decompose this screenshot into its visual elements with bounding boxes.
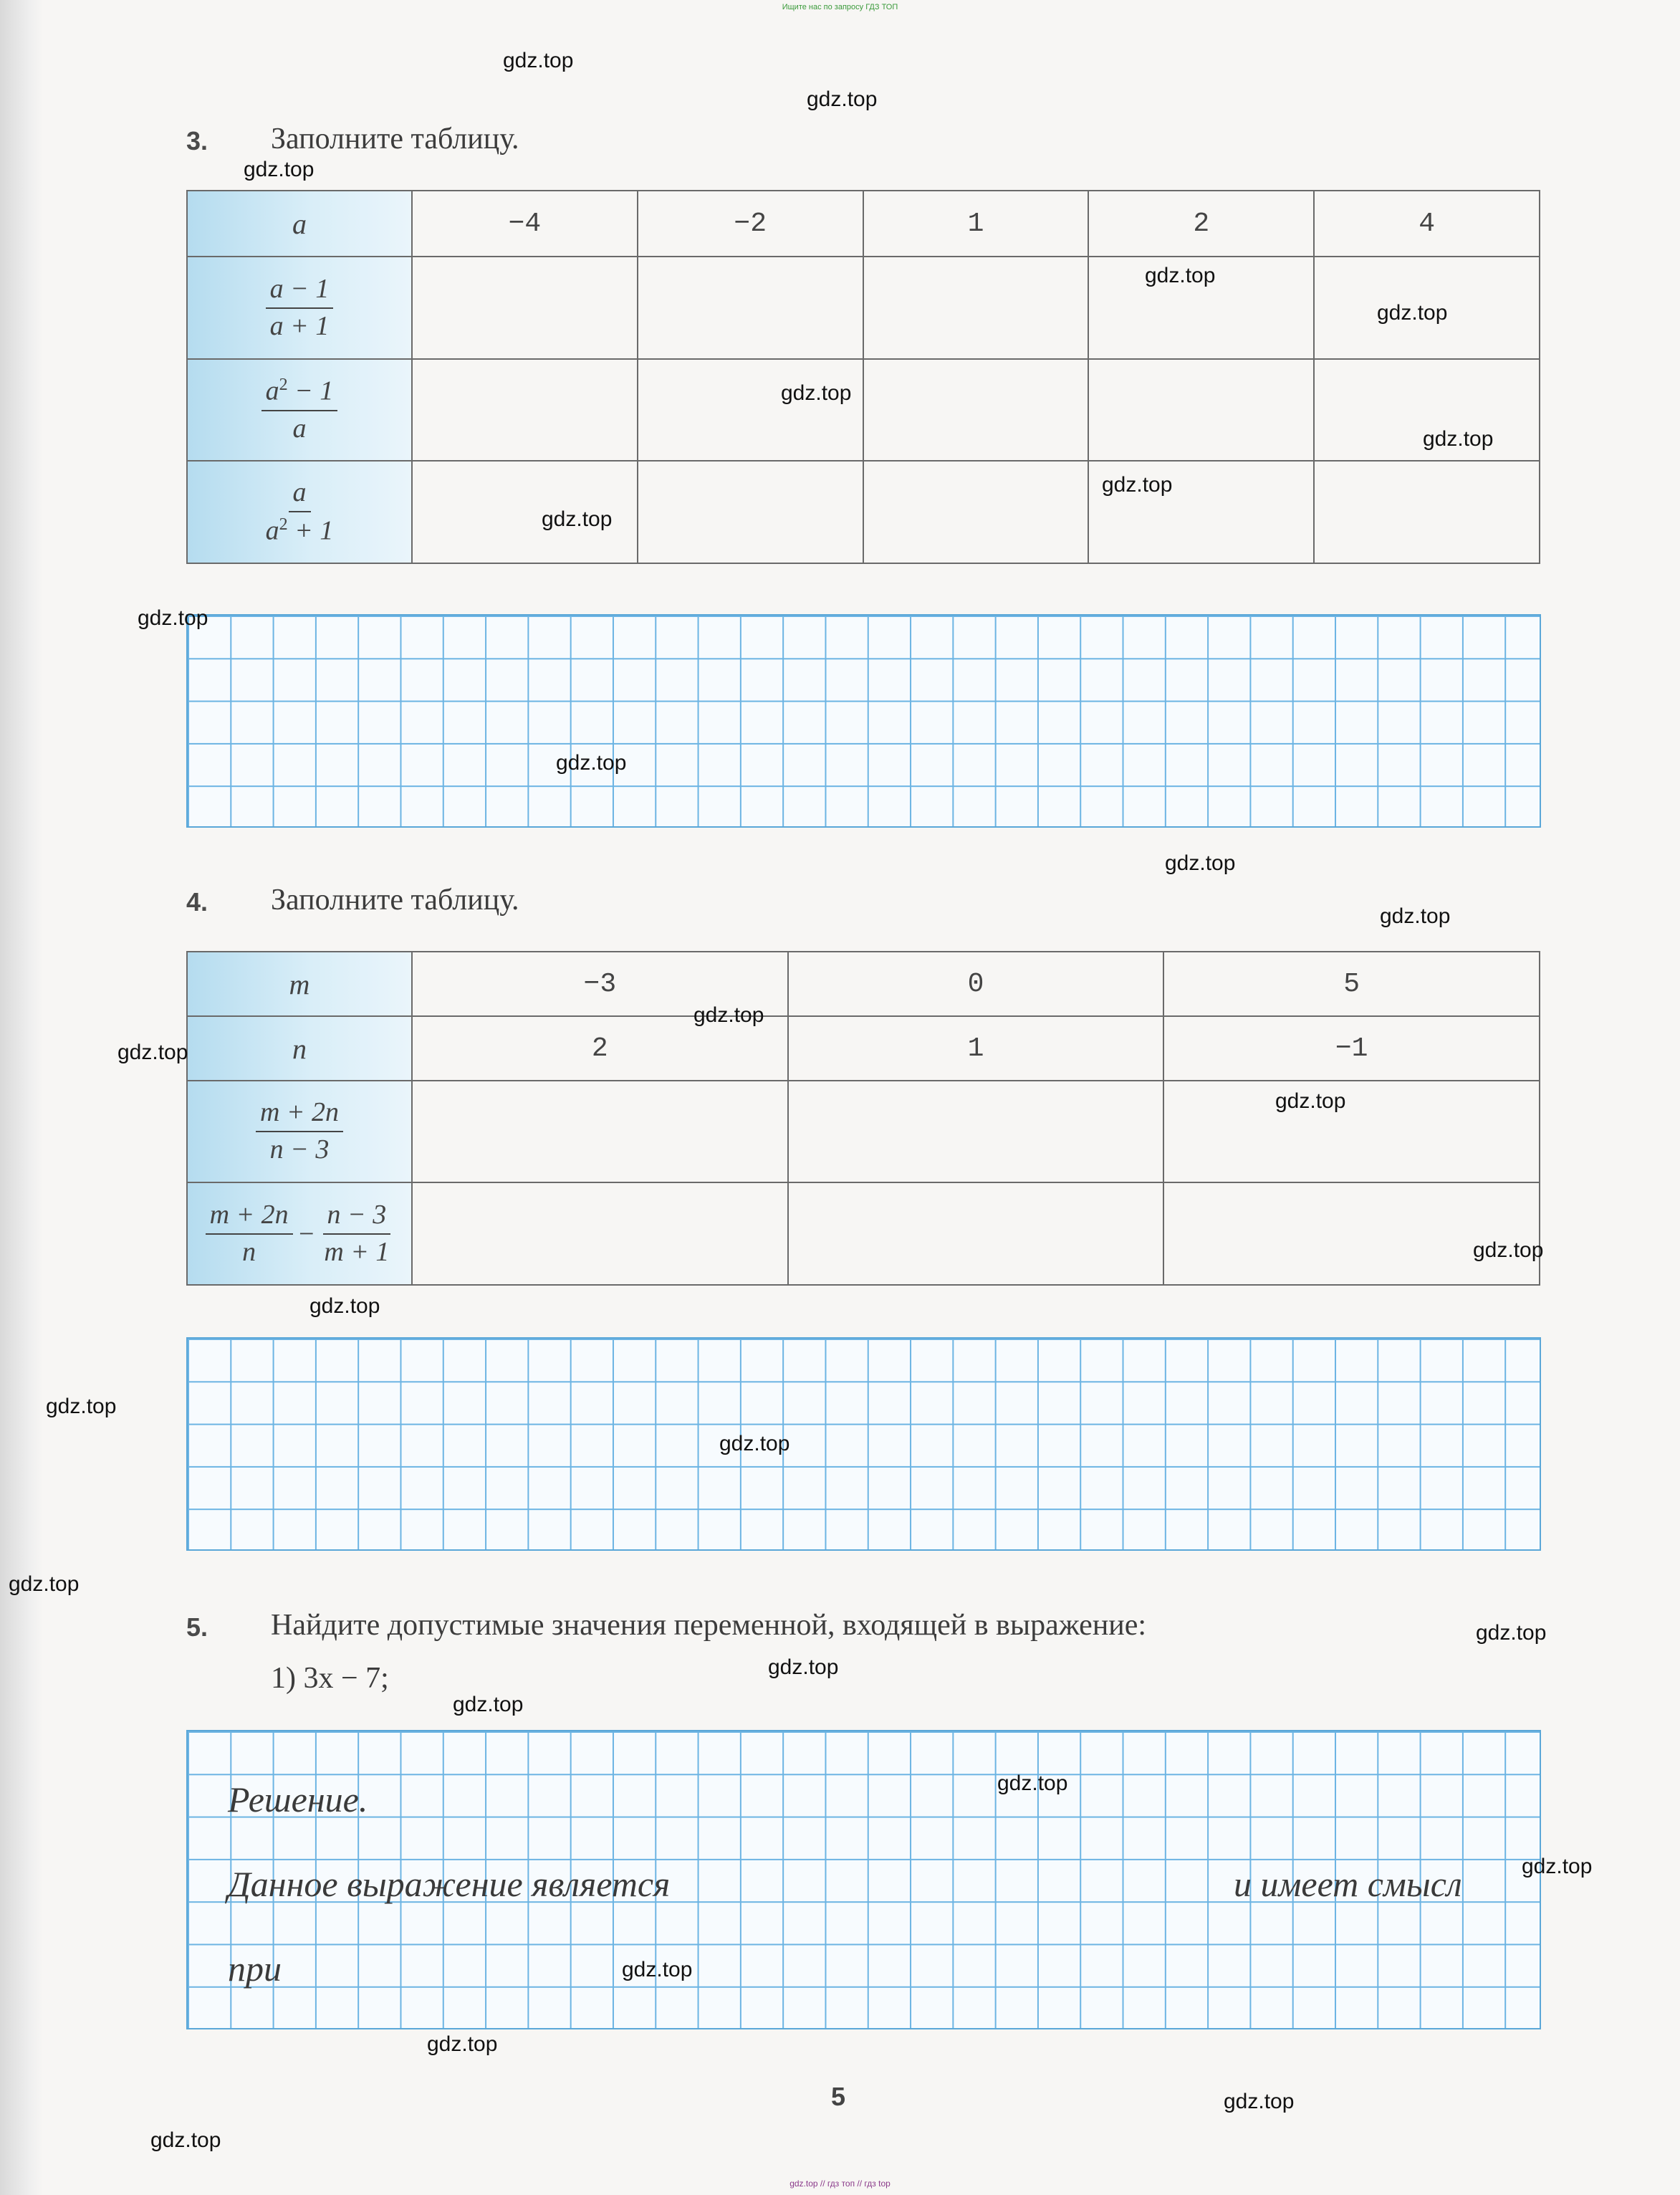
watermark: gdz.top: [1145, 264, 1216, 287]
watermark: gdz.top: [693, 1003, 764, 1027]
expression-cell: [187, 1182, 412, 1285]
fraction: [261, 376, 338, 444]
solution-label: Решение.: [228, 1779, 368, 1819]
value-cell: −1: [1163, 1016, 1540, 1081]
table-row: [187, 257, 1540, 359]
value-cell: 1: [788, 1016, 1164, 1081]
watermark: gdz.top: [1476, 1621, 1547, 1645]
fraction: [266, 274, 334, 342]
minus-sign: −: [297, 1218, 316, 1249]
bottom-banner: gdz.top // гдз топ // гдз top: [789, 2179, 891, 2189]
task-3-grid-area[interactable]: [186, 614, 1541, 828]
fraction: [256, 1098, 343, 1165]
watermark: gdz.top: [1165, 851, 1236, 875]
value-cell: 1: [863, 191, 1089, 257]
numerator: m + 2n: [256, 1098, 343, 1132]
table-row: [187, 1016, 1540, 1081]
solution-line-1-end: и имеет смысл: [1234, 1864, 1462, 1904]
answer-cell[interactable]: [863, 359, 1089, 461]
watermark: gdz.top: [781, 381, 852, 405]
task-5-number: 5.: [186, 1612, 208, 1642]
task-3-number: 3.: [186, 126, 208, 156]
watermark: gdz.top: [117, 1041, 188, 1064]
numerator: a − 1: [266, 274, 334, 309]
task-5-title: Найдите допустимые значения переменной, входящей в выражение:: [271, 1609, 1147, 1642]
task-5-item-1: 1) 3x − 7;: [271, 1662, 389, 1695]
value-cell: −2: [638, 191, 863, 257]
value-cell: −3: [412, 952, 788, 1016]
denominator: a: [292, 413, 307, 444]
watermark: gdz.top: [556, 751, 627, 775]
watermark: gdz.top: [1224, 2090, 1295, 2113]
task-4-grid-area[interactable]: [186, 1337, 1541, 1551]
watermark: gdz.top: [453, 1693, 524, 1716]
fraction: [320, 1200, 393, 1268]
answer-cell[interactable]: [412, 257, 638, 359]
watermark: gdz.top: [1423, 427, 1494, 451]
watermark: gdz.top: [244, 158, 315, 181]
solution-line-2: при: [228, 1948, 282, 1989]
value-cell: −4: [412, 191, 638, 257]
answer-cell[interactable]: [788, 1081, 1164, 1182]
numerator-rest: − 1: [287, 376, 334, 407]
top-banner: Ищите нас по запросу ГДЗ ТОП: [782, 3, 898, 11]
expression-cell: [187, 1081, 412, 1182]
task-4-table: [186, 951, 1540, 1286]
exponent: 2: [279, 376, 288, 395]
denominator: [261, 512, 338, 546]
numerator-base: a: [265, 376, 279, 407]
watermark: gdz.top: [503, 49, 574, 72]
denominator-rest: + 1: [287, 515, 334, 546]
watermark: gdz.top: [1473, 1238, 1544, 1262]
fraction: [261, 478, 338, 546]
watermark: gdz.top: [1380, 904, 1451, 928]
table-row: [187, 359, 1540, 461]
denominator: n: [242, 1236, 256, 1267]
task-3-title: Заполните таблицу.: [271, 123, 519, 156]
expression-cell: [187, 257, 412, 359]
watermark: gdz.top: [138, 606, 208, 630]
denominator: n − 3: [269, 1134, 330, 1165]
answer-cell[interactable]: [1088, 359, 1314, 461]
denominator-base: a: [265, 515, 279, 546]
watermark: gdz.top: [622, 1958, 693, 1981]
value-cell: 4: [1314, 191, 1540, 257]
denominator: a + 1: [269, 310, 330, 341]
value-cell: 0: [788, 952, 1164, 1016]
watermark: gdz.top: [1275, 1089, 1346, 1113]
table-row: [187, 191, 1540, 257]
watermark: gdz.top: [807, 87, 878, 111]
table-row: [187, 461, 1540, 563]
answer-cell[interactable]: [638, 359, 863, 461]
watermark: gdz.top: [542, 507, 613, 531]
watermark: gdz.top: [427, 2032, 498, 2056]
watermark: gdz.top: [46, 1395, 117, 1418]
table-row: [187, 952, 1540, 1016]
value-cell: 2: [412, 1016, 788, 1081]
watermark: gdz.top: [768, 1655, 839, 1679]
expression-cell: [187, 359, 412, 461]
denominator: m + 1: [324, 1236, 390, 1267]
exponent: 2: [279, 515, 288, 534]
task-4-number: 4.: [186, 887, 208, 917]
header-cell-m: m: [187, 952, 412, 1016]
numerator: [261, 376, 338, 411]
answer-cell[interactable]: [638, 257, 863, 359]
value-cell: 2: [1088, 191, 1314, 257]
answer-cell[interactable]: [863, 461, 1089, 563]
watermark: gdz.top: [1102, 473, 1173, 497]
header-cell-a: a: [187, 191, 412, 257]
answer-cell[interactable]: [1163, 1182, 1540, 1285]
solution-line-1-start: Данное выражение является: [228, 1864, 671, 1904]
expression-cell: [187, 461, 412, 563]
numerator: a: [289, 478, 311, 512]
watermark: gdz.top: [1522, 1855, 1593, 1878]
watermark: gdz.top: [309, 1294, 380, 1318]
answer-cell[interactable]: [788, 1182, 1164, 1285]
watermark: gdz.top: [997, 1771, 1068, 1795]
watermark: gdz.top: [1377, 301, 1448, 325]
page-number: 5: [831, 2082, 846, 2111]
task-3-table: [186, 190, 1540, 564]
answer-cell[interactable]: [1163, 1081, 1540, 1182]
table-row: [187, 1182, 1540, 1285]
watermark: gdz.top: [9, 1572, 80, 1596]
answer-cell[interactable]: [412, 1081, 788, 1182]
answer-cell[interactable]: [1314, 461, 1540, 563]
task-4-title: Заполните таблицу.: [271, 884, 519, 917]
answer-cell[interactable]: [412, 1182, 788, 1285]
numerator: m + 2n: [206, 1200, 293, 1235]
value-cell: 5: [1163, 952, 1540, 1016]
watermark: gdz.top: [719, 1432, 790, 1455]
watermark: gdz.top: [150, 2128, 221, 2152]
header-cell-n: n: [187, 1016, 412, 1081]
page-edge: [0, 0, 43, 2195]
answer-cell[interactable]: [863, 257, 1089, 359]
fraction: [206, 1200, 293, 1268]
answer-cell[interactable]: [638, 461, 863, 563]
answer-cell[interactable]: [412, 359, 638, 461]
numerator: n − 3: [323, 1200, 391, 1235]
